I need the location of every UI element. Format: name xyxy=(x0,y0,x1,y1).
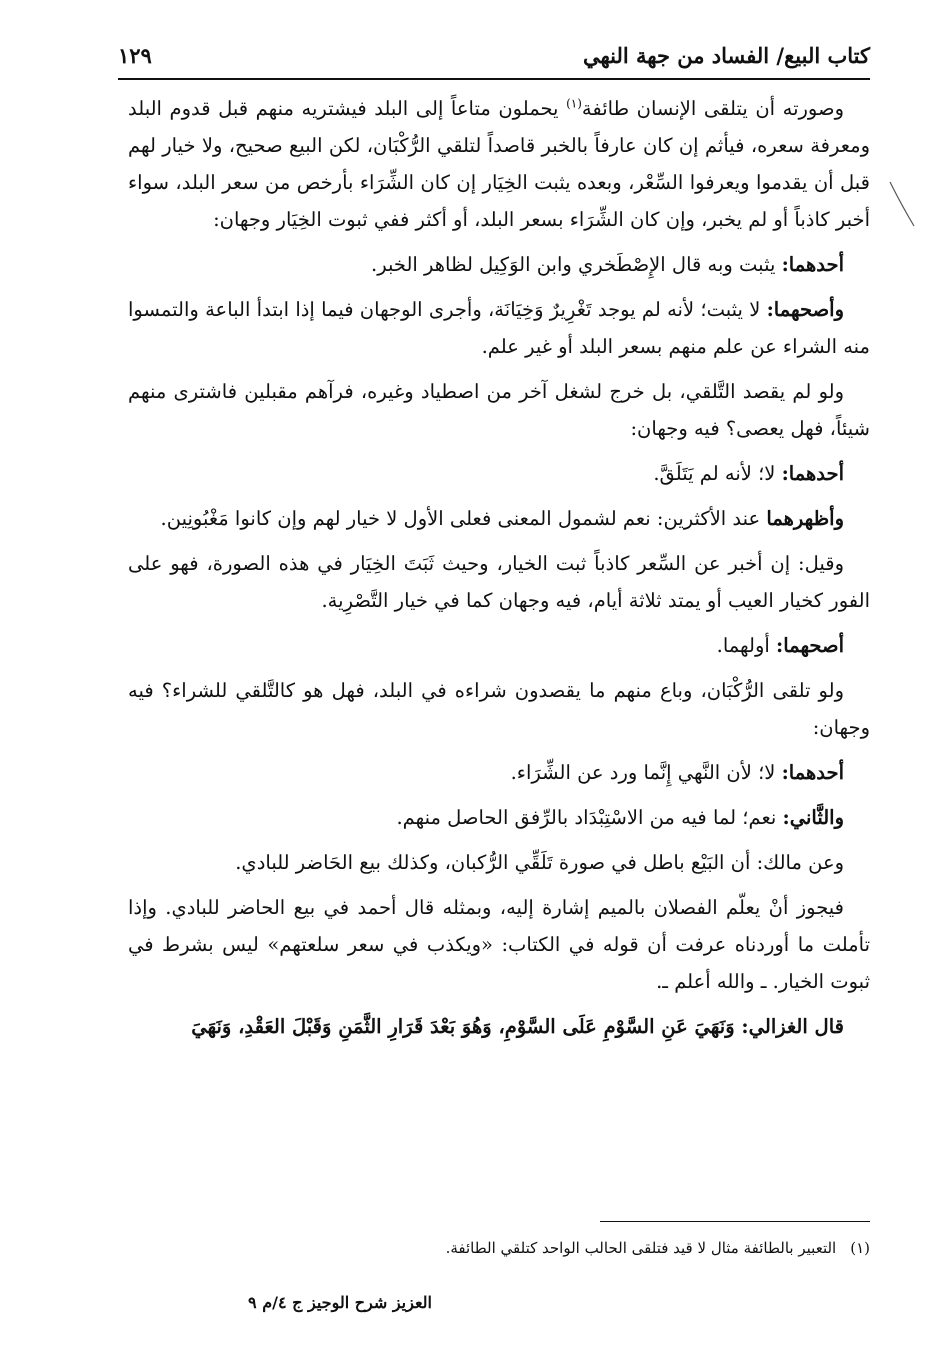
paragraph xyxy=(128,627,870,664)
paragraph-text: لا يثبت؛ لأنه لم يوجد تَغْرِيرٌ وَخِيَانَة، وأجرى الوجهان فيما إذا ابتدأ الباعة والتمسوا منه الشراء عن علم منهم بسعر البلد أو غير علم. xyxy=(128,298,870,358)
paragraph xyxy=(128,455,870,492)
body-text xyxy=(128,90,870,1053)
paragraph-lead: والثَّاني: xyxy=(782,806,844,829)
running-header xyxy=(118,34,870,76)
paragraph-text: لا؛ لأن النَّهي إِنَّما ورد عن الشِّرَاء. xyxy=(510,761,782,784)
paragraph xyxy=(128,889,870,1000)
paragraph-text: نعم؛ لما فيه من الاسْتِبْدَاد بالرِّفق الحاصل منهم. xyxy=(396,806,783,829)
paragraph-text: وقيل: إن أخبر عن السِّعر كاذباً ثبت الخيار، وحيث ثَبَتَ الخِيَار في هذه الصورة، فهو على الفور كخيار العيب أو يمتد ثلاثة أيام، فيه وجهان كما في خيار التَّصْرِية. xyxy=(128,552,870,612)
footnote-text: التعبير بالطائفة مثال لا قيد فتلقى الحالب الواحد كتلقي الطائفة. xyxy=(445,1239,837,1257)
page-number: ١٢٩ xyxy=(118,42,152,68)
paragraph xyxy=(128,90,870,238)
footnote-rule xyxy=(600,1221,870,1222)
paragraph-text: قال الغزالي: وَنَهَيَ عَنِ السَّوْمِ عَلَى السَّوْمِ، وَهُوَ بَعْدَ قَرَارِ الثَّمَنِ وَقَبْلَ العَقْدِ، وَنَهَيَ xyxy=(191,1015,844,1038)
paragraph xyxy=(128,1008,870,1045)
printer-signature: العزيز شرح الوجيز ج ٤/م ٩ xyxy=(248,1293,432,1312)
footnote-number: (١) xyxy=(850,1239,870,1257)
paragraph-text: وصورته أن يتلقى الإنسان طائفة xyxy=(581,97,844,120)
paragraph-text: ولو لم يقصد التَّلقي، بل خرج لشغل آخر من اصطياد وغيره، فرآهم مقبلين فاشترى منهم شيئاً، فهل يعصى؟ فيه وجهان: xyxy=(128,380,870,440)
paragraph-text: أولهما. xyxy=(716,634,777,657)
paragraph xyxy=(128,844,870,881)
paragraph-lead: أحدهما: xyxy=(781,761,844,784)
paragraph-text-cont: يحملون متاعاً إلى البلد فيشتريه منهم قبل قدوم البلد ومعرفة سعره، فيأثم إن كان عارفاً بالخبر قاصداً لتلقي الرُّكْبَان، لكن البيع صحيح، ولا خيار لهم قبل أن يقدموا ويعرفوا السِّعْر، وبعده يثبت الخِيَار إن كان الشِّرَاء بأرخص من سعر البلد، سواء أخبر كاذباً أو لم يخبر، وإن كان الشِّرَاء بسعر البلد، أو أكثر ففي ثبوت الخِيَار وجهان: xyxy=(128,97,870,231)
paragraph-text: يثبت وبه قال الإِصْطَخري وابن الوَكِيل لظاهر الخبر. xyxy=(371,253,782,276)
paragraph-text: وعن مالك: أن البَيْع باطل في صورة تَلَقِّي الرُّكبان، وكذلك بيع الحَاضر للبادي. xyxy=(235,851,844,874)
paragraph xyxy=(128,373,870,447)
margin-pencil-mark xyxy=(888,180,916,230)
footnote-ref: (١) xyxy=(566,96,582,111)
paragraph-text: فيجوز أنْ يعلّم الفصلان بالميم إشارة إليه، وبمثله قال أحمد في بيع الحاضر للبادي. وإذا تأملت ما أوردناه عرفت أن قوله في الكتاب: «ويكذب في سعر سلعتهم» ليس بشرط في ثبوت الخيار. ـ والله أعلم ـ. xyxy=(128,896,870,993)
paragraph xyxy=(128,799,870,836)
paragraph xyxy=(128,672,870,746)
header-title: كتاب البيع/ الفساد من جهة النهي xyxy=(582,42,870,68)
paragraph-text: عند الأكثرين: نعم لشمول المعنى فعلى الأول لا خيار لهم وإن كانوا مَغْبُونِين. xyxy=(160,507,767,530)
footnote xyxy=(300,1236,870,1260)
paragraph-lead: وأظهرهما xyxy=(766,507,844,530)
paragraph-lead: أصحهما: xyxy=(776,634,844,657)
paragraph xyxy=(128,291,870,365)
paragraph-lead: أحدهما: xyxy=(781,462,844,485)
paragraph-lead: أحدهما: xyxy=(781,253,844,276)
header-rule xyxy=(118,78,870,80)
paragraph xyxy=(128,500,870,537)
paragraph xyxy=(128,246,870,283)
paragraph xyxy=(128,545,870,619)
paragraph xyxy=(128,754,870,791)
paragraph-text: لا؛ لأنه لم يَتَلَقَّ. xyxy=(653,462,782,485)
paragraph-lead: وأصحهما: xyxy=(766,298,844,321)
paragraph-text: ولو تلقى الرُّكْبَان، وباع منهم ما يقصدون شراءه في البلد، فهل هو كالتَّلقي للشراء؟ فيه وجهان: xyxy=(128,679,870,739)
